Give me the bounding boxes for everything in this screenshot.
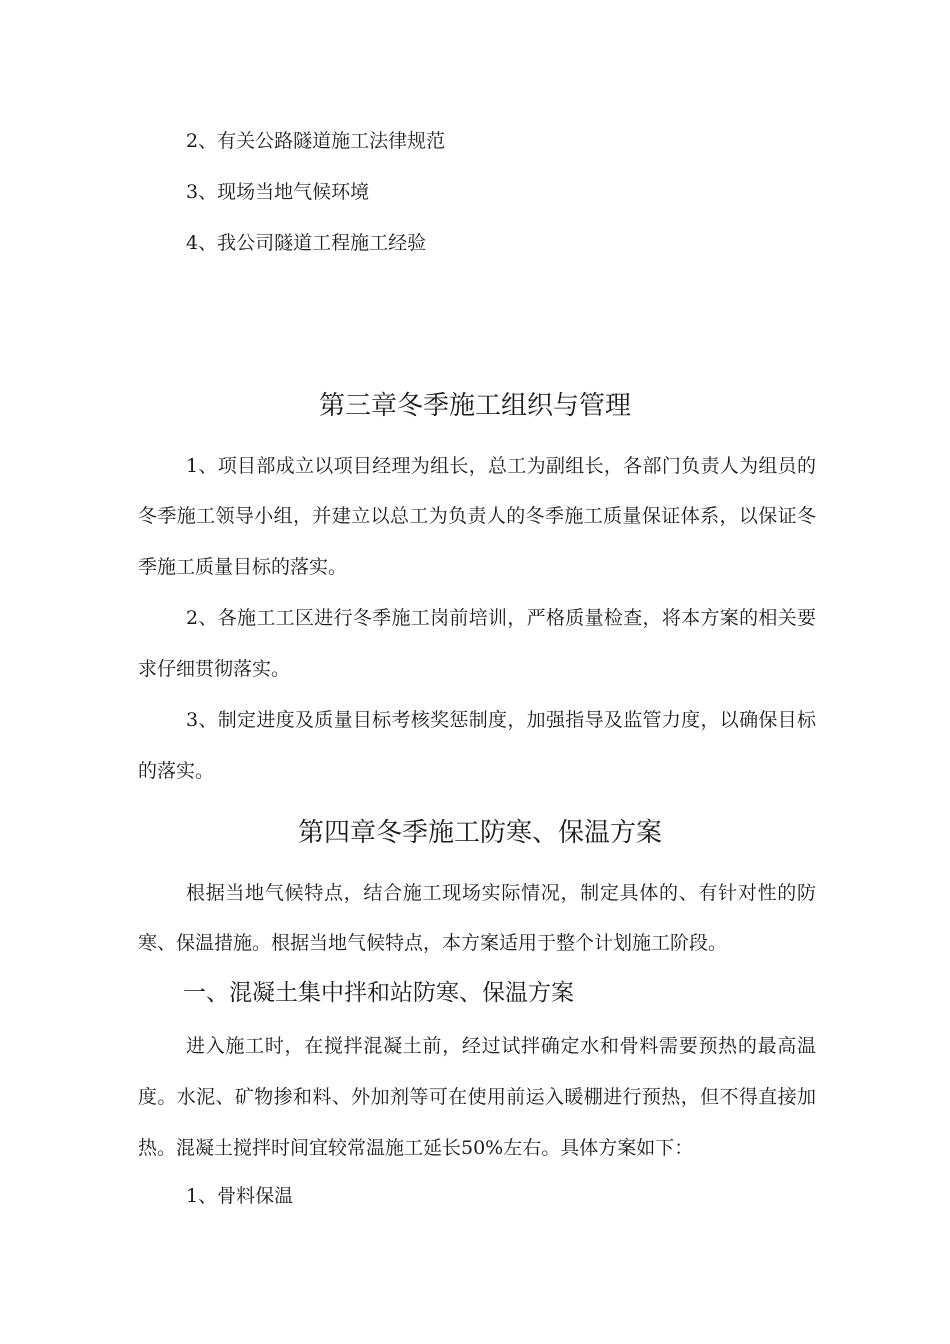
s1-paragraph-1-line-2: 度。水泥、矿物掺和料、外加剂等可在使用前运入暖棚进行预热，但不得直接加 [138, 1086, 816, 1108]
chapter-4-title: 第四章冬季施工防寒、保温方案 [297, 818, 662, 848]
section-1-title: 一、混凝土集中拌和站防寒、保温方案 [183, 980, 574, 1006]
ch3-paragraph-2-line-2: 求仔细贯彻落实。 [138, 658, 291, 680]
ch3-paragraph-3-line-1: 3、制定进度及质量目标考核奖惩制度，加强指导及监管力度，以确保目标 [186, 709, 816, 731]
list-item-3: 3、现场当地气候环境 [186, 181, 370, 203]
s1-paragraph-1-line-1: 进入施工时，在搅拌混凝土前，经过试拌确定水和骨料需要预热的最高温 [186, 1035, 816, 1057]
ch4-paragraph-1-line-2: 寒、保温措施。根据当地气候特点，本方案适用于整个计划施工阶段。 [138, 932, 728, 954]
chapter-3-title: 第三章冬季施工组织与管理 [318, 391, 631, 421]
s1-paragraph-1-line-3: 热。混凝土搅拌时间宜较常温施工延长50%左右。具体方案如下： [138, 1137, 694, 1159]
list-item-4: 4、我公司隧道工程施工经验 [186, 232, 427, 254]
ch3-paragraph-2-line-1: 2、各施工工区进行冬季施工岗前培训，严格质量检查，将本方案的相关要 [186, 607, 816, 629]
ch3-paragraph-3-line-2: 的落实。 [138, 760, 215, 782]
ch3-paragraph-1-line-2: 冬季施工领导小组，并建立以总工为负责人的冬季施工质量保证体系，以保证冬 [138, 505, 816, 527]
ch3-paragraph-1-line-1: 1、项目部成立以项目经理为组长，总工为副组长，各部门负责人为组员的 [186, 455, 816, 477]
s1-list-item-1: 1、骨料保温 [186, 1185, 294, 1207]
ch3-paragraph-1-line-3: 季施工质量目标的落实。 [138, 556, 348, 578]
ch4-paragraph-1-line-1: 根据当地气候特点，结合施工现场实际情况，制定具体的、有针对性的防 [186, 882, 816, 904]
list-item-2: 2、有关公路隧道施工法律规范 [186, 130, 446, 152]
